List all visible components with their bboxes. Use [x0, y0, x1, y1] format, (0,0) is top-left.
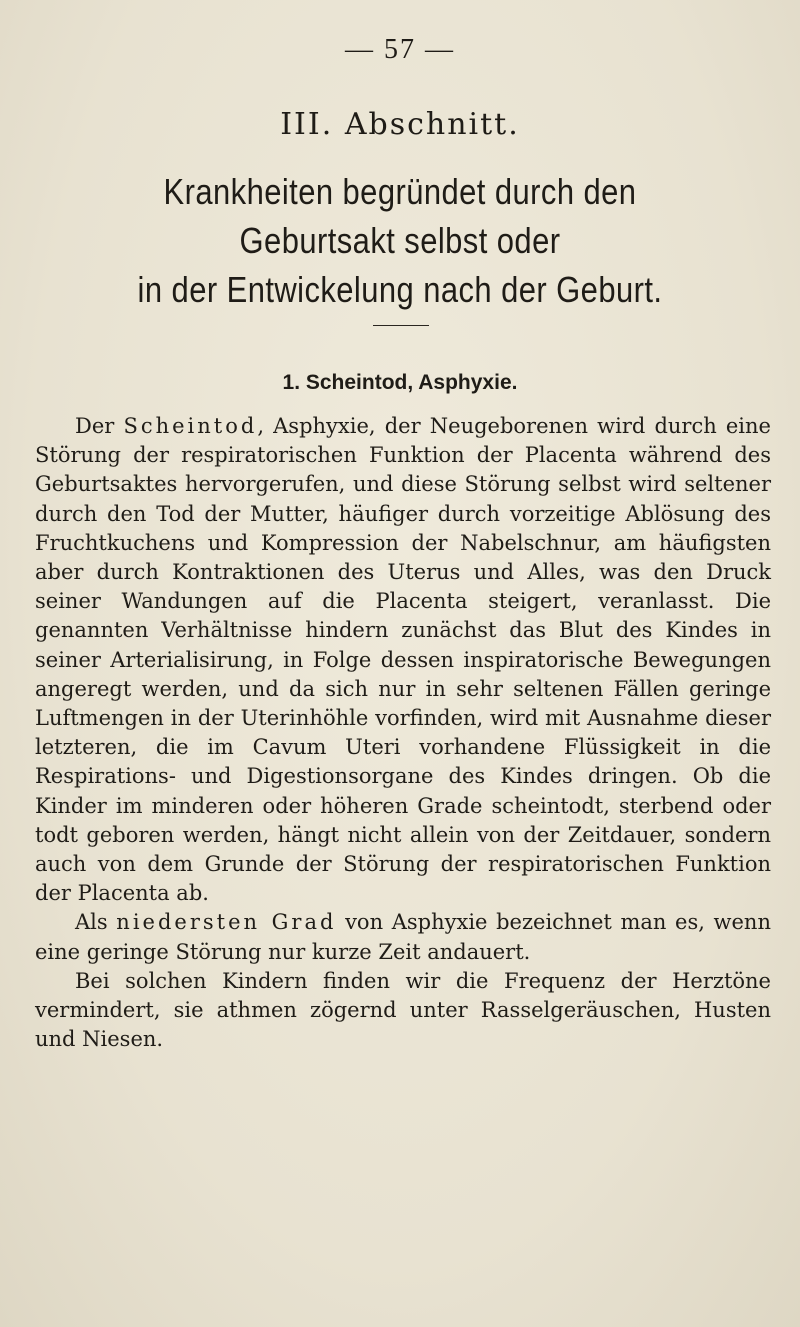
chapter-heading: [82, 167, 718, 314]
section-title: III. Abschnitt.: [280, 107, 520, 142]
paragraph-2-lead: Als: [75, 910, 108, 935]
paragraph-2: [35, 908, 771, 966]
paragraph-3: Bei solchen Kindern finden wir die Frequenz der Herztöne vermindert, sie athmen zögernd unter Rasselgeräuschen, Husten und Niesen.: [35, 968, 771, 1052]
page-number: — 57 —: [345, 34, 455, 65]
paragraph-1-text: , Asphyxie, der Neugeborenen wird durch eine Störung der respiratorischen Funktion der Placenta während des Geburtsaktes hervorgerufen, und diese Störung selbst wird seltener durch den Tod der Mutter, häufiger durch vorzeitige Ablösung des Fruchtkuchens und Kompression der Nabelschnur, am häufigsten aber durch Kontraktionen des Uterus und Alles, was den Druck seiner Wandungen auf die Placenta steigert, veranlasst. Die genannten Verhältnisse hindern zunächst das Blut des Kindes in seiner Arterialisirung, in Folge dessen inspiratorische Bewegungen angeregt werden, und da sich nur in sehr seltenen Fällen geringe Luftmengen in der Uterinhöhle vorfinden, wird mit Ausnahme dieser letzteren, die im Cavum Uteri vorhandene Flüssigkeit in die Respirations- und Digestionsorgane des Kindes dringen. Ob die Kinder im minderen oder höheren Grade scheintodt, sterbend oder todt geboren werden, hängt nicht allein von der Zeitdauer, sondern auch von dem Grunde der Störung der respiratorischen Funktion der Placenta ab.: [35, 414, 771, 906]
paragraph-2-emphasis: niedersten Grad: [116, 910, 337, 935]
chapter-heading-line-1: Krankheiten begründet durch den Geburtsakt selbst oder: [163, 171, 637, 261]
subsection-heading: 1. Scheintod, Asphyxie.: [282, 371, 518, 394]
paragraph-1-lead: Der: [75, 414, 115, 438]
chapter-heading-line-2: in der Entwickelung nach der Geburt.: [137, 269, 663, 310]
separator-rule: [373, 325, 429, 326]
paragraph-1-emphasis: Scheintod: [123, 414, 258, 438]
paragraph-1: [35, 412, 771, 908]
paragraph-2-text: von Asphyxie bezeichnet man es, wenn eine geringe Störung nur kurze Zeit andauert.: [35, 910, 771, 964]
body-text: [35, 412, 771, 1054]
